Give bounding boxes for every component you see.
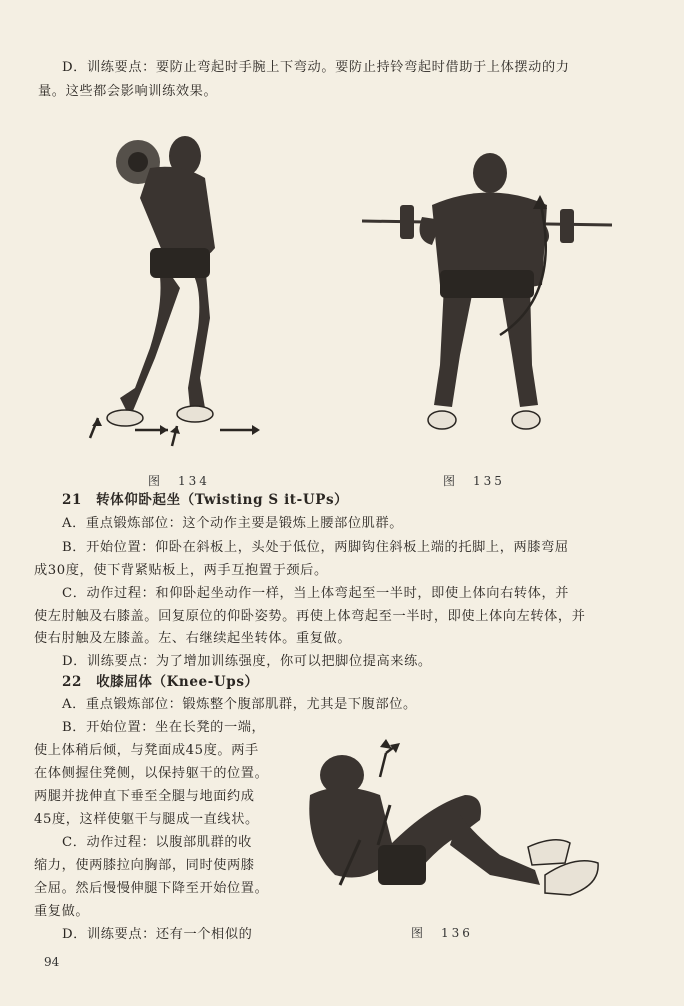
section-21-b-line-2: 成30度，使下背紧贴板上，两手互抱置于颈后。 [34, 563, 328, 578]
intro-line-1: D．训练要点：要防止弯起时手腕上下弯动。要防止持铃弯起时借助于上体摆动的力 [62, 60, 570, 75]
section-21-b-line-1: B．开始位置：仰卧在斜板上，头处于低位，两脚钩住斜板上端的托脚上，两膝弯屈 [62, 540, 569, 555]
section-22-b-line-4: 两腿并拢伸直下垂至全腿与地面约成 [34, 789, 255, 804]
figure-135-caption: 图 135 [443, 474, 505, 488]
section-22-c-line-4: 重复做。 [34, 904, 90, 919]
page-number: 94 [44, 955, 60, 969]
section-22-c-line-2: 缩力，使两膝拉向胸部，同时使两膝 [34, 858, 255, 873]
section-22-a: A．重点锻炼部位：锻炼整个腹部肌群，尤其是下腹部位。 [62, 697, 417, 712]
section-21-heading: 21 转体仰卧起坐（Twisting S it-UPs） [62, 492, 349, 508]
section-22-c-line-1: C．动作过程：以腹部肌群的收 [62, 835, 252, 850]
section-22-c-line-3: 全屈。然后慢慢伸腿下降至开始位置。 [34, 881, 269, 896]
figure-136-caption: 图 136 [411, 926, 473, 940]
section-21-c-line-3: 使右肘触及左膝盖。左、右继续起坐转体。重复做。 [34, 631, 352, 646]
section-22-b-line-2: 使上体稍后倾，与凳面成45度。两手 [34, 743, 259, 758]
section-22-b-line-1: B．开始位置：坐在长凳的一端， [62, 720, 266, 735]
section-22-b-line-3: 在体侧握住凳侧，以保持躯干的位置。 [34, 766, 269, 781]
section-22-heading: 22 收膝屈体（Knee-Ups） [62, 674, 259, 690]
section-21-a: A．重点锻炼部位：这个动作主要是锻炼上腰部位肌群。 [62, 516, 404, 531]
figure-136-photo [300, 735, 605, 915]
intro-line-2: 量。这些都会影响训练效果。 [38, 84, 218, 99]
section-21-d: D．训练要点：为了增加训练强度，你可以把脚位提高来练。 [62, 654, 432, 669]
section-22-b-line-5: 45度，这样使躯干与腿成一直线状。 [34, 812, 259, 827]
figure-134-photo [80, 118, 280, 458]
figure-134-caption: 图 134 [148, 474, 210, 488]
section-22-d-line-1: D．训练要点：还有一个相似的 [62, 927, 253, 942]
figure-135-photo [362, 145, 617, 440]
section-21-c-line-1: C．动作过程：和仰卧起坐动作一样，当上体弯起至一半时，即使上体向右转体，并 [62, 586, 570, 601]
section-21-c-line-2: 使左肘触及右膝盖。回复原位的仰卧姿势。再使上体弯起至一半时，即使上体向左转体，并 [34, 609, 586, 624]
